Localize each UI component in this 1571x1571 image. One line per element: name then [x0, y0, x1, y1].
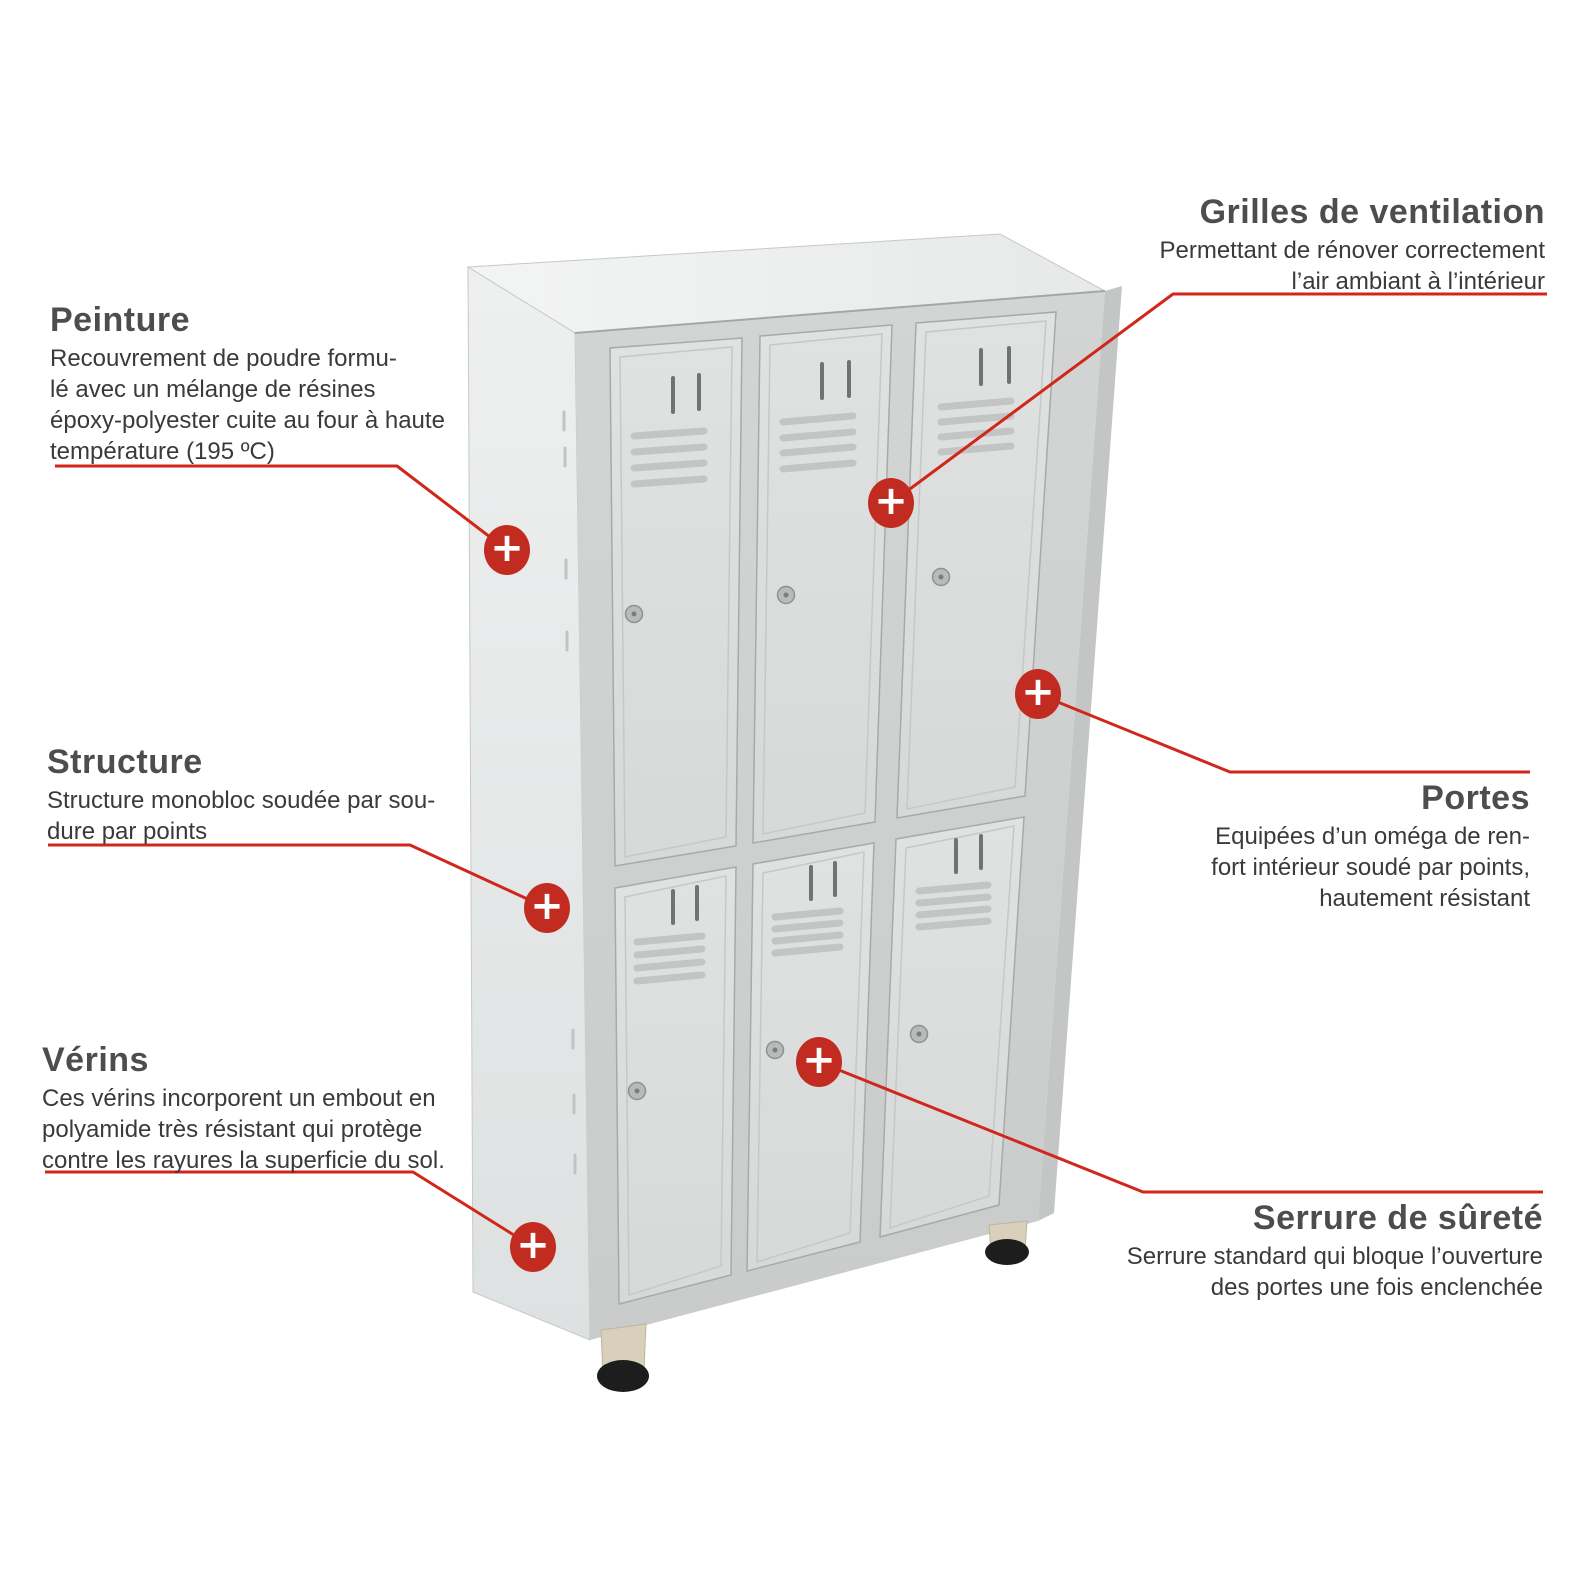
marker-structure-plus[interactable] — [524, 883, 570, 933]
annotation-title: Grilles de ventilation — [1199, 193, 1545, 231]
annotation-text-line: époxy-polyester cuite au four à haute — [50, 407, 445, 434]
annotation-text-line: contre les rayures la superficie du sol. — [42, 1147, 445, 1174]
annotation-text-line: Serrure standard qui bloque l’ouverture — [1126, 1243, 1543, 1270]
annotation-portes — [1211, 778, 1530, 914]
annotation-text-line: dure par points — [47, 818, 208, 845]
front-left-foot-cap — [597, 1360, 649, 1392]
plus-icon: + — [530, 883, 564, 929]
plus-icon: + — [802, 1037, 836, 1083]
plus-icon: + — [1021, 669, 1055, 715]
plus-icon: + — [874, 478, 908, 524]
leader-line-portes — [1038, 694, 1530, 772]
annotation-title: Vérins — [42, 1041, 149, 1079]
annotation-title: Structure — [47, 743, 203, 781]
door-top-middle — [753, 325, 892, 843]
marker-portes-plus[interactable] — [1015, 669, 1061, 719]
annotation-text-line: Ces vérins incorporent un embout en — [42, 1085, 436, 1112]
annotation-text-line: Recouvrement de poudre formu- — [50, 345, 397, 372]
annotation-structure — [47, 742, 435, 847]
annotation-text-line: polyamide très résistant qui protège — [42, 1116, 423, 1143]
cabinet-left-side-panel — [468, 267, 590, 1340]
annotation-grilles — [1159, 192, 1545, 297]
annotation-text-line: hautement résistant — [1319, 885, 1530, 912]
annotation-text-line: température (195 ºC) — [50, 438, 275, 465]
locker-cabinet — [468, 234, 1122, 1392]
marker-serrure-plus[interactable] — [796, 1037, 842, 1087]
annotation-text-line: l’air ambiant à l’intérieur — [1291, 268, 1545, 295]
plus-icon: + — [490, 525, 524, 571]
annotation-peinture — [50, 300, 445, 467]
marker-peinture-plus[interactable] — [484, 525, 530, 575]
annotation-text-line: des portes une fois enclenchée — [1210, 1274, 1543, 1301]
annotation-text-line: Structure monobloc soudée par sou- — [47, 787, 436, 814]
marker-verins-plus[interactable] — [510, 1222, 556, 1272]
annotation-verins — [42, 1040, 445, 1176]
door-bottom-left — [615, 867, 736, 1304]
annotation-title: Serrure de sûreté — [1252, 1199, 1543, 1237]
door-top-left — [610, 338, 742, 866]
annotation-text-line: fort intérieur soudé par points, — [1211, 854, 1530, 881]
leader-line-peinture — [55, 466, 507, 550]
annotation-title: Peinture — [50, 301, 191, 339]
leader-line-verins — [45, 1172, 533, 1247]
marker-grilles-plus[interactable] — [868, 478, 914, 528]
front-right-foot-cap — [985, 1239, 1029, 1265]
annotation-text-line: Permettant de rénover correctement — [1159, 237, 1545, 264]
annotation-title: Portes — [1421, 779, 1530, 817]
annotation-serrure — [1127, 1198, 1543, 1303]
plus-icon: + — [516, 1222, 550, 1268]
annotation-text-line: Equipées d’un oméga de ren- — [1215, 823, 1530, 850]
annotation-text-line: lé avec un mélange de résines — [50, 376, 376, 403]
